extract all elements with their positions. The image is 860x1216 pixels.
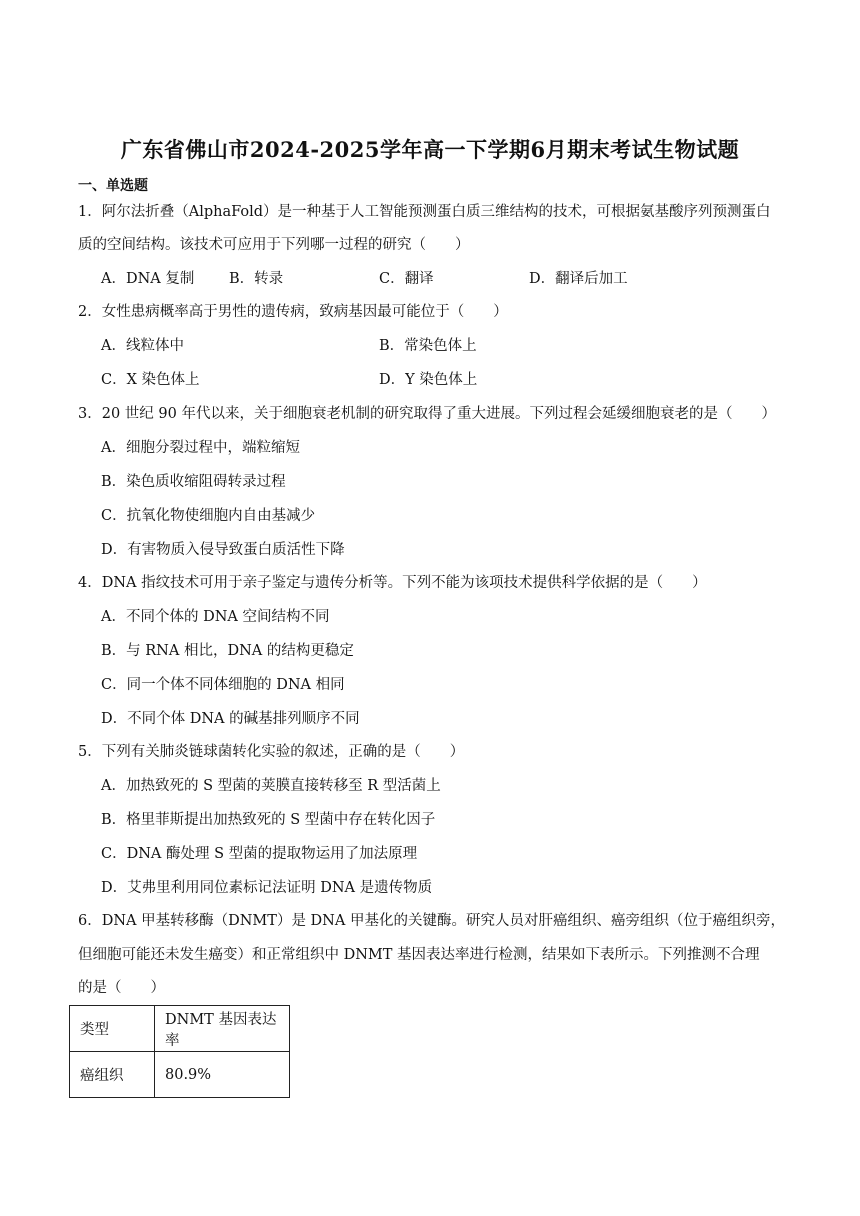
table-header-cell: DNMT 基因表达率 (155, 1006, 290, 1052)
question-2-line-1: 2．女性患病概率高于男性的遗传病，致病基因最可能位于（ ） (78, 304, 508, 320)
question-2-option-a: A．线粒体中 (101, 338, 184, 354)
question-3-option-a: A．细胞分裂过程中，端粒缩短 (101, 440, 300, 456)
question-5-option-c: C．DNA 酶处理 S 型菌的提取物运用了加法原理 (101, 846, 418, 862)
question-2-option-d: D．Y 染色体上 (379, 372, 478, 388)
table-cell: 80.9% (155, 1052, 290, 1098)
question-1-line-1: 1．阿尔法折叠（AlphaFold）是一种基于人工智能预测蛋白质三维结构的技术，可根据氨基酸序列预测蛋白 (78, 204, 771, 220)
question-2-option-b: B．常染色体上 (379, 338, 477, 354)
question-5-option-a: A．加热致死的 S 型菌的荚膜直接转移至 R 型活菌上 (101, 778, 441, 794)
question-3-line-1: 3．20 世纪 90 年代以来，关于细胞衰老机制的研究取得了重大进展。下列过程会延缓细胞衰老的是（ ） (78, 406, 776, 422)
question-4-option-c: C．同一个体不同体细胞的 DNA 相同 (101, 677, 345, 693)
question-4-line-1: 4．DNA 指纹技术可用于亲子鉴定与遗传分析等。下列不能为该项技术提供科学依据的是（ ） (78, 575, 707, 591)
question-1-option-d: D．翻译后加工 (529, 271, 628, 287)
question-1-option-c: C．翻译 (379, 271, 434, 287)
question-3-option-b: B．染色质收缩阻碍转录过程 (101, 474, 286, 490)
page-title: 广东省佛山市2024-2025学年高一下学期6月期末考试生物试题 (120, 137, 740, 162)
question-2-option-c: C．X 染色体上 (101, 372, 200, 388)
question-4-option-b: B．与 RNA 相比，DNA 的结构更稳定 (101, 643, 354, 659)
question-3-option-c: C．抗氧化物使细胞内自由基减少 (101, 508, 316, 524)
question-5-option-b: B．格里菲斯提出加热致死的 S 型菌中存在转化因子 (101, 812, 436, 828)
question-1-line-2: 质的空间结构。该技术可应用于下列哪一过程的研究（ ） (78, 237, 470, 253)
question-6-line-3: 的是（ ） (78, 980, 165, 996)
table-cell: 癌组织 (70, 1052, 155, 1098)
question-3-option-d: D．有害物质入侵导致蛋白质活性下降 (101, 542, 345, 558)
question-5-line-1: 5．下列有关肺炎链球菌转化实验的叙述，正确的是（ ） (78, 744, 465, 760)
section-heading: 一、单选题 (78, 178, 148, 194)
question-6-line-2: 但细胞可能还未发生癌变）和正常组织中 DNMT 基因表达率进行检测，结果如下表所示。下列推测不合理 (78, 947, 760, 963)
question-6-line-1: 6．DNA 甲基转移酶（DNMT）是 DNA 甲基化的关键酶。研究人员对肝癌组织、癌旁组织（位于癌组织旁， (78, 913, 785, 929)
question-4-option-a: A．不同个体的 DNA 空间结构不同 (101, 609, 330, 625)
table-row (70, 1052, 290, 1098)
question-4-option-d: D．不同个体 DNA 的碱基排列顺序不同 (101, 711, 360, 727)
table-header-row (70, 1006, 290, 1052)
dnmt-table (69, 1005, 290, 1098)
question-1-option-a: A．DNA 复制 (101, 271, 195, 287)
table-header-cell: 类型 (70, 1006, 155, 1052)
question-5-option-d: D．艾弗里利用同位素标记法证明 DNA 是遗传物质 (101, 880, 433, 896)
question-1-option-b: B．转录 (229, 271, 284, 287)
